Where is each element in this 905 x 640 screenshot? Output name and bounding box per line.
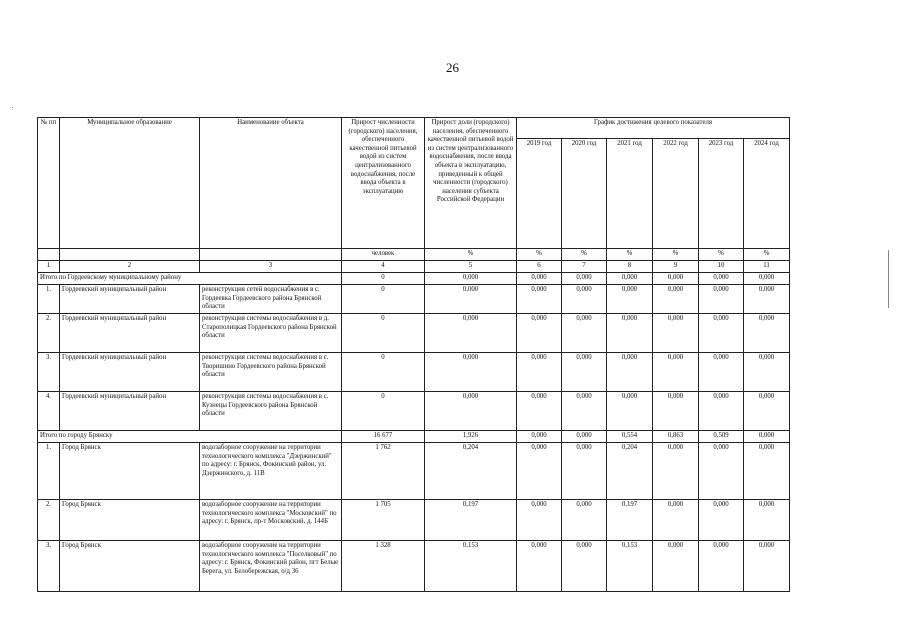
- column-number: 8: [607, 261, 653, 273]
- cell-year: 0,000: [699, 353, 744, 392]
- header-num: № пп: [38, 118, 60, 249]
- cell-year: 0,000: [562, 285, 607, 314]
- cell-people: 1 762: [342, 443, 425, 500]
- table-row: [38, 353, 790, 392]
- cell-year: 0,000: [744, 541, 790, 592]
- cell-year: 0,000: [562, 541, 607, 592]
- header-schedule: График достижения целевого показателя: [517, 118, 790, 139]
- cell-people: 0: [342, 273, 425, 285]
- cell-object: реконструкция системы водоснабжения в с. Кузнецы Гордеевского района Брянской области: [200, 392, 342, 431]
- cell-year: 0,000: [744, 431, 790, 443]
- table-row: [38, 443, 790, 500]
- cell-municipality: Гордеевский муниципальный район: [60, 353, 200, 392]
- header-year: 2021 год: [607, 139, 653, 249]
- table-row: [38, 541, 790, 592]
- cell-share: 0,000: [425, 392, 517, 431]
- column-number: 5: [425, 261, 517, 273]
- column-number: 6: [517, 261, 562, 273]
- cell-year: 0,000: [607, 314, 653, 353]
- cell-people: 0: [342, 353, 425, 392]
- header-year: 2024 год: [744, 139, 790, 249]
- cell-num: 3.: [38, 541, 60, 592]
- cell-year: 0,000: [607, 285, 653, 314]
- cell-municipality: Город Брянск: [60, 541, 200, 592]
- cell-object: водозаборное сооружение на территории технологического комплекса "Московский" по адресу: г. Брянск, пр-т Московский, д. 144Б: [200, 500, 342, 541]
- header-year: 2020 год: [562, 139, 607, 249]
- cell-num: 2.: [38, 500, 60, 541]
- cell-municipality: Город Брянск: [60, 500, 200, 541]
- cell-year: 0,000: [744, 500, 790, 541]
- cell-num: 1.: [38, 285, 60, 314]
- cell-year: 0,000: [744, 273, 790, 285]
- margin-mark: [888, 250, 889, 308]
- cell-year: 0,000: [562, 431, 607, 443]
- cell-object: реконструкция сетей водоснабжения в с. Гордеевка Гордеевского района Брянской области: [200, 285, 342, 314]
- header-growth-share: Прирост доли (городского) населения, обеспеченного качественной питьевой водой из систем централизованного водоснабжения, после ввода объекта в эксплуатацию, приведенный к общей численности (городского) населения субъекта Российской Федерации: [425, 118, 517, 249]
- cell-year: 0,000: [653, 314, 699, 353]
- cell-share: 0,000: [425, 353, 517, 392]
- cell-year: 0,000: [517, 431, 562, 443]
- cell-year: 0,153: [607, 541, 653, 592]
- group-total-row: [38, 431, 790, 443]
- cell-year: 0,000: [653, 443, 699, 500]
- cell-num: 4.: [38, 392, 60, 431]
- unit-cell: %: [517, 249, 562, 261]
- cell-municipality: Гордеевский муниципальный район: [60, 285, 200, 314]
- unit-cell-empty: [200, 249, 342, 261]
- column-number: 4: [342, 261, 425, 273]
- cell-year: 0,000: [562, 273, 607, 285]
- group-total-label: Итого по городу Брянску: [38, 431, 342, 443]
- cell-share: 1,926: [425, 431, 517, 443]
- unit-cell: %: [653, 249, 699, 261]
- cell-people: 16 677: [342, 431, 425, 443]
- cell-year: 0,000: [653, 392, 699, 431]
- cell-people: 0: [342, 314, 425, 353]
- cell-year: 0,000: [517, 353, 562, 392]
- cell-people: 0: [342, 285, 425, 314]
- cell-year: 0,204: [607, 443, 653, 500]
- cell-year: 0,000: [562, 500, 607, 541]
- data-table: [37, 117, 790, 592]
- unit-cell-empty: [38, 249, 60, 261]
- cell-num: 3.: [38, 353, 60, 392]
- unit-cell: человек: [342, 249, 425, 261]
- cell-year: 0,000: [744, 353, 790, 392]
- cell-year: 0,000: [699, 285, 744, 314]
- cell-year: 0,000: [562, 314, 607, 353]
- cell-municipality: Гордеевский муниципальный район: [60, 392, 200, 431]
- cell-share: 0,000: [425, 285, 517, 314]
- group-total-row: [38, 273, 790, 285]
- cell-share: 0,000: [425, 314, 517, 353]
- group-total-label: Итого по Гордеевскому муниципальному району: [38, 273, 342, 285]
- cell-year: 0,000: [607, 392, 653, 431]
- cell-year: 0,000: [517, 314, 562, 353]
- cell-share: 0,153: [425, 541, 517, 592]
- cell-year: 0,000: [653, 273, 699, 285]
- cell-year: 0,000: [699, 500, 744, 541]
- cell-object: реконструкция системы водоснабжения в с. Творишино Гордеевского района Брянской области: [200, 353, 342, 392]
- column-number: 9: [653, 261, 699, 273]
- table-row: [38, 314, 790, 353]
- cell-object: водозаборное сооружение на территории технологического комплекса "Дзержинский" по адресу: г. Брянск, Фокинский район, ул. Дзержинского, д. 11В: [200, 443, 342, 500]
- cell-municipality: Город Брянск: [60, 443, 200, 500]
- cell-year: 0,000: [653, 353, 699, 392]
- cell-year: 0,000: [699, 314, 744, 353]
- header-year: 2023 год: [699, 139, 744, 249]
- cell-object: водозаборное сооружение на территории технологического комплекса "Поселковый" по адресу: г. Брянск, Фокинский район, пгт Белые Берега, ул. Белобережская, о/д 36: [200, 541, 342, 592]
- column-number: 10: [699, 261, 744, 273]
- cell-year: 0,000: [653, 541, 699, 592]
- cell-num: 1.: [38, 443, 60, 500]
- cell-year: 0,000: [699, 443, 744, 500]
- column-number: 2: [60, 261, 200, 273]
- column-number: 3: [200, 261, 342, 273]
- cell-year: 0,000: [517, 273, 562, 285]
- header-municipality: Муниципальное образование: [60, 118, 200, 249]
- cell-year: 0,000: [517, 392, 562, 431]
- cell-year: 0,509: [699, 431, 744, 443]
- cell-object: реконструкция системы водоснабжения в д. Старополицкая Гордеевского района Брянской области: [200, 314, 342, 353]
- cell-municipality: Гордеевский муниципальный район: [60, 314, 200, 353]
- cell-year: 0,000: [744, 285, 790, 314]
- cell-year: 0,000: [744, 443, 790, 500]
- cell-year: 0,000: [744, 314, 790, 353]
- margin-mark: [12, 107, 13, 108]
- unit-cell: %: [607, 249, 653, 261]
- cell-year: 0,000: [562, 392, 607, 431]
- header-object: Наименование объекта: [200, 118, 342, 249]
- header-growth-people: Прирост численности (городского) населения, обеспеченного качественной питьевой водой из систем централизованного водоснабжения, после ввода объекта в эксплуатацию: [342, 118, 425, 249]
- cell-year: 0,000: [517, 500, 562, 541]
- cell-year: 0,000: [653, 285, 699, 314]
- unit-cell: %: [744, 249, 790, 261]
- cell-year: 0,000: [517, 285, 562, 314]
- column-number: 1: [38, 261, 60, 273]
- table-row: [38, 392, 790, 431]
- cell-year: 0,000: [562, 353, 607, 392]
- cell-people: 0: [342, 392, 425, 431]
- column-number: 7: [562, 261, 607, 273]
- cell-year: 0,197: [607, 500, 653, 541]
- cell-share: 0,000: [425, 273, 517, 285]
- cell-year: 0,000: [607, 273, 653, 285]
- unit-cell-empty: [60, 249, 200, 261]
- cell-year: 0,000: [744, 392, 790, 431]
- cell-year: 0,000: [699, 541, 744, 592]
- unit-cell: %: [562, 249, 607, 261]
- cell-people: 1 328: [342, 541, 425, 592]
- cell-year: 0,000: [517, 443, 562, 500]
- cell-year: 0,554: [607, 431, 653, 443]
- column-number: 11: [744, 261, 790, 273]
- unit-cell: %: [699, 249, 744, 261]
- cell-year: 0,000: [699, 392, 744, 431]
- table-row: [38, 285, 790, 314]
- cell-share: 0,204: [425, 443, 517, 500]
- cell-year: 0,000: [562, 443, 607, 500]
- cell-year: 0,000: [607, 353, 653, 392]
- cell-year: 0,000: [653, 500, 699, 541]
- cell-year: 0,000: [699, 273, 744, 285]
- header-year: 2019 год: [517, 139, 562, 249]
- cell-num: 2.: [38, 314, 60, 353]
- page-number: 26: [446, 60, 459, 75]
- cell-share: 0,197: [425, 500, 517, 541]
- table-row: [38, 500, 790, 541]
- cell-people: 1 705: [342, 500, 425, 541]
- cell-year: 0,000: [517, 541, 562, 592]
- cell-year: 0,863: [653, 431, 699, 443]
- unit-cell: %: [425, 249, 517, 261]
- header-year: 2022 год: [653, 139, 699, 249]
